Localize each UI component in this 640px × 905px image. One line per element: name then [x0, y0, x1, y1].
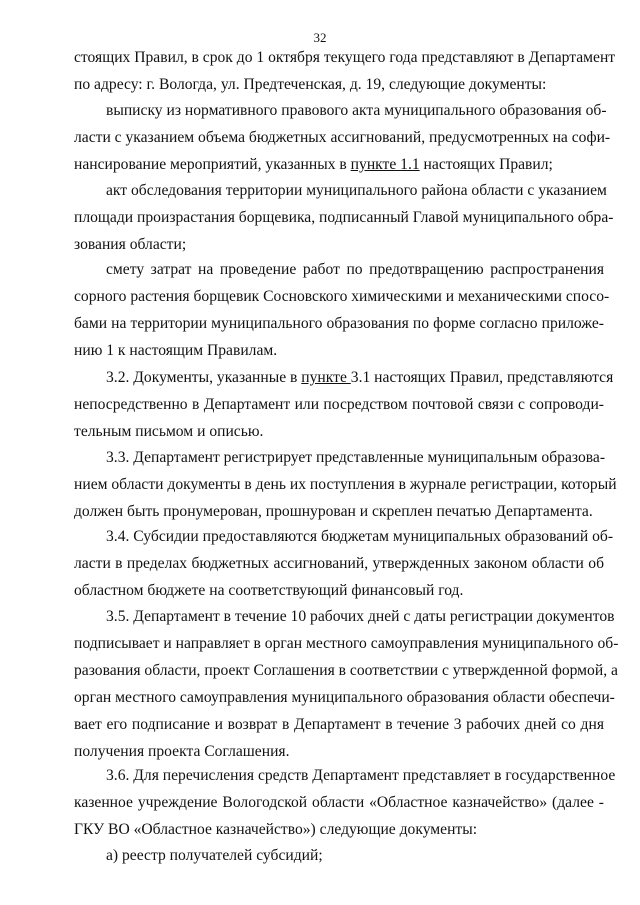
paragraph-3-6 [74, 762, 616, 843]
text-line: подписывает и направляет в орган местного самоуправления муниципального об- [74, 635, 619, 652]
text-line: по адресу: г. Вологда, ул. Предтеченская, д. 19, следующие документы: [74, 76, 547, 93]
text-line: 3.5. Департамент в течение 10 рабочих дней с даты регистрации документов [106, 608, 615, 625]
list-item-a [74, 842, 604, 869]
text-line: ласти в пределах бюджетных ассигнований, утвержденных законом области об [74, 555, 604, 572]
text-line: получения проекта Соглашения. [74, 743, 290, 760]
text-line: ГКУ ВО «Областное казначейство») следующие документы: [74, 821, 478, 838]
text-fragment: 3.1 настоящих Правил, представляются [350, 369, 614, 386]
text-line: вает его подписание и возврат в Департамент в течение 3 рабочих дней со дня [74, 716, 604, 733]
text-fragment: настоящих Правил; [419, 156, 553, 173]
text-fragment: 3.2. Документы, указанные в [106, 369, 302, 386]
text-line: казенное учреждение Вологодской области «Областное казначейство» (далее - [74, 794, 604, 811]
paragraph-estimate [74, 256, 610, 364]
text-line: а) реестр получателей субсидий; [106, 847, 323, 864]
text-line [74, 364, 614, 391]
text-line: орган местного самоуправления муниципального образования области обеспечи- [74, 689, 615, 706]
text-line: 3.6. Для перечисления средств Департамент представляет в государственное [106, 767, 616, 784]
text-line: непосредственно в Департамент или посредством почтовой связи с сопроводи- [74, 396, 604, 413]
text-line: бами на территории муниципального образования по форме согласно приложе- [74, 315, 604, 332]
paragraph-3-2 [74, 364, 614, 445]
paragraph-intro [74, 44, 616, 98]
text-line: акт обследования территории муниципального района области с указанием [106, 182, 607, 199]
text-line: зования области; [74, 236, 187, 253]
text-line: площади произрастания борщевика, подписанный Главой муниципального обра- [74, 209, 614, 226]
paragraph-extract [74, 97, 611, 178]
text-fragment: нансирование мероприятий, указанных в [74, 156, 351, 173]
text-line: нием области документы в день их поступления в журнале регистрации, который [74, 476, 617, 493]
reference-link-1-1[interactable]: пункте 1.1 [350, 156, 420, 173]
text-line: выписку из нормативного правового акта муниципального образования об- [106, 102, 607, 119]
text-line: 3.3. Департамент регистрирует представленные муниципальным образова- [106, 449, 606, 466]
text-line: областном бюджете на соответствующий финансовый год. [74, 582, 464, 599]
text-line: должен быть пронумерован, прошнурован и скреплен печатью Департамента. [74, 503, 593, 520]
paragraph-3-5 [74, 603, 619, 765]
page-number: 32 [313, 30, 327, 45]
paragraph-3-4 [74, 523, 614, 604]
text-line: стоящих Правил, в срок до 1 октября текущего года представляют в Департамент [74, 49, 616, 66]
text-line: 3.4. Субсидии предоставляются бюджетам муниципальных образований об- [106, 528, 614, 545]
text-line: нию 1 к настоящим Правилам. [74, 342, 278, 359]
paragraph-3-3 [74, 444, 617, 525]
text-line: ласти с указанием объема бюджетных ассигнований, предусмотренных на софи- [74, 129, 611, 146]
text-line: тельным письмом и описью. [74, 423, 264, 440]
reference-link-3-1[interactable]: пункте [301, 369, 351, 386]
text-line: сорного растения борщевик Сосновского химическими и механическими спосо- [74, 288, 610, 305]
text-line: смету затрат на проведение работ по предотвращению распространения [106, 261, 604, 278]
paragraph-survey-act [74, 177, 614, 258]
text-line [74, 151, 604, 178]
text-line: разования области, проект Соглашения в соответствии с утвержденной формой, а [74, 662, 618, 679]
